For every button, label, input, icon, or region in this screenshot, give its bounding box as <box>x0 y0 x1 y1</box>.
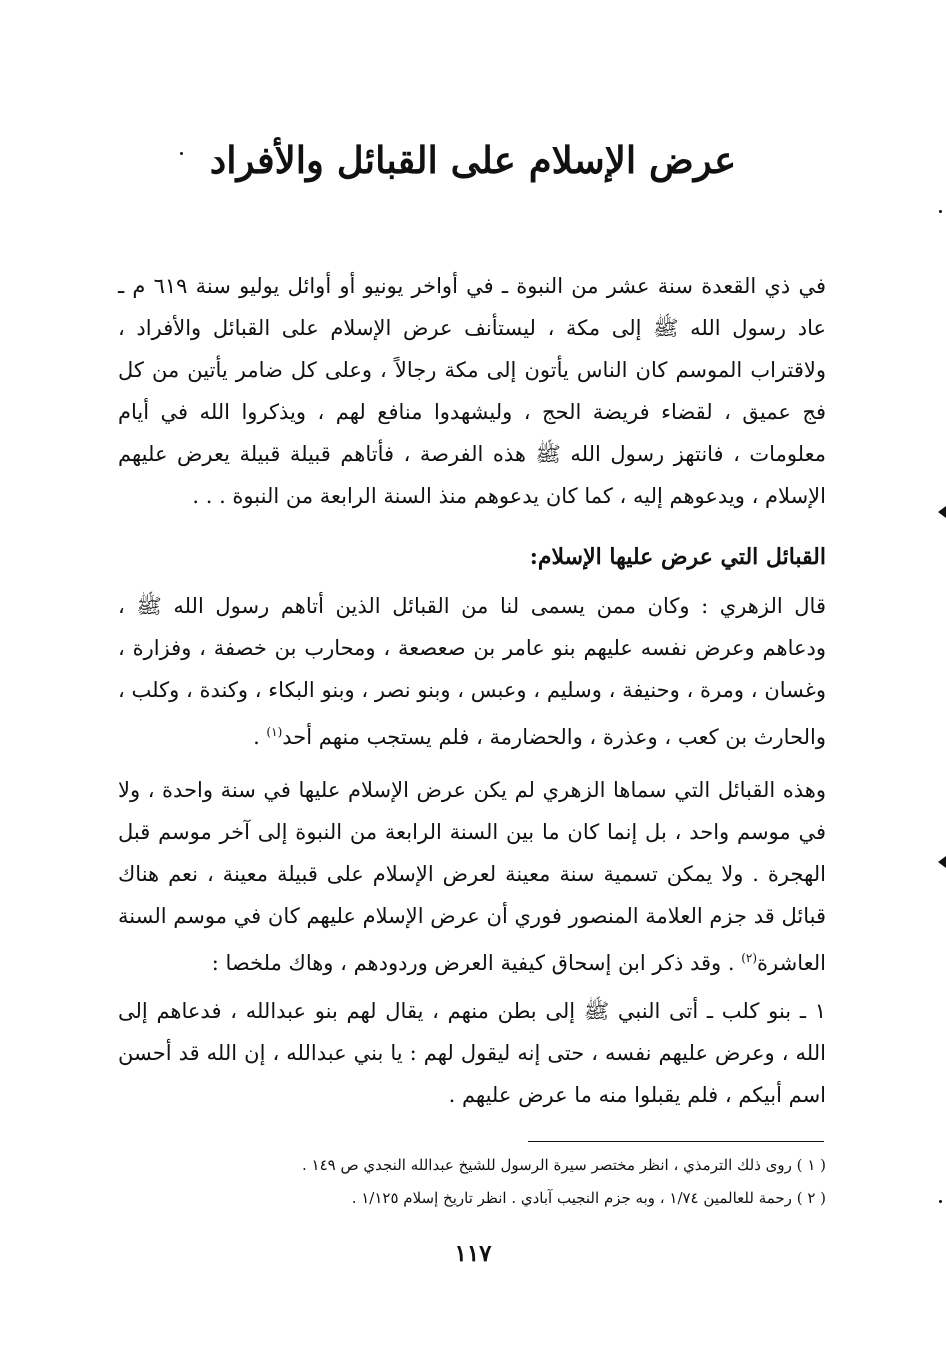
footnote-divider <box>528 1141 824 1142</box>
zuhri-paragraph <box>118 585 826 758</box>
footnote-2: ( ٢ ) رحمة للعالمين ١/٧٤ ، وبه جزم النجيب آبادي . انظر تاريخ إسلام ١/١٢٥ . <box>351 1189 826 1207</box>
tribes-paragraph-end: . وقد ذكر ابن إسحاق كيفية العرض وردودهم ، وهاك ملخصا : <box>211 951 742 975</box>
zuhri-paragraph-end: . <box>253 725 267 749</box>
zuhri-paragraph-text: قال الزهري : وكان ممن يسمى لنا من القبائل الذين أتاهم رسول الله ﷺ ، ودعاهم وعرض نفسه عليهم بنو عامر بن صعصعة ، ومحارب بن خصفة ، وفزارة ، وغسان ، ومرة ، وحنيفة ، وسليم ، وعبس ، وبنو نصر ، وبنو البكاء ، وكندة ، وكلب ، والحارث بن كعب ، وعذرة ، والحضارمة ، فلم يستجب منهم أحد <box>118 594 826 749</box>
tribes-paragraph <box>118 769 826 984</box>
page-title: عرض الإسلام على القبائل والأفراد <box>209 138 737 182</box>
scan-edge-mark <box>938 856 946 868</box>
scan-speck <box>939 210 942 213</box>
intro-paragraph: في ذي القعدة سنة عشر من النبوة ـ في أواخر يونيو أو أوائل يوليو سنة ٦١٩ م ـ عاد رسول الله ﷺ إلى مكة ، ليستأنف عرض الإسلام على القبائل والأفراد ، ولاقتراب الموسم كان الناس يأتون إلى مكة رجالاً ، وعلى كل ضامر يأتين من كل فج عميق ، لقضاء فريضة الحج ، وليشهدوا منافع لهم ، ويذكروا الله في أيام معلومات ، فانتهز رسول الله ﷺ هذه الفرصة ، فأتاهم قبيلة قبيلة يعرض عليهم الإسلام ، ويدعوهم إليه ، كما كان يدعوهم منذ السنة الرابعة من النبوة . . . <box>118 274 826 508</box>
scan-speck <box>939 1200 942 1203</box>
kalb-paragraph: ١ ـ بنو كلب ـ أتى النبي ﷺ إلى بطن منهم ، يقال لهم بنو عبدالله ، فدعاهم إلى الله ، وعرض عليهم نفسه ، حتى إنه ليقول لهم : يا بني عبدالله ، إن الله قد أحسن اسم أبيكم ، فلم يقبلوا منه ما عرض عليهم . <box>118 999 826 1107</box>
page-number: ١١٧ <box>454 1240 492 1267</box>
footnote-ref-2: (٢) <box>741 951 758 965</box>
tribes-paragraph-text: وهذه القبائل التي سماها الزهري لم يكن عرض الإسلام عليها في سنة واحدة ، ولا في موسم واحد ، بل إنما كان ما بين السنة الرابعة من النبوة إلى آخر موسم قبل الهجرة . ولا يمكن تسمية سنة معينة لعرض الإسلام على قبيلة معينة ، نعم هناك قبائل قد جزم العلامة المنصور فوري أن عرض الإسلام عليهم كان في موسم السنة العاشرة <box>118 778 826 975</box>
footnote-ref-1: (١) <box>266 725 283 739</box>
scan-edge-mark <box>938 506 946 518</box>
scan-speck <box>180 152 183 155</box>
footnote-1: ( ١ ) روى ذلك الترمذي ، انظر مختصر سيرة الرسول للشيخ عبدالله النجدي ص ١٤٩ . <box>302 1156 826 1174</box>
section-heading: القبائل التي عرض عليها الإسلام: <box>529 544 826 570</box>
